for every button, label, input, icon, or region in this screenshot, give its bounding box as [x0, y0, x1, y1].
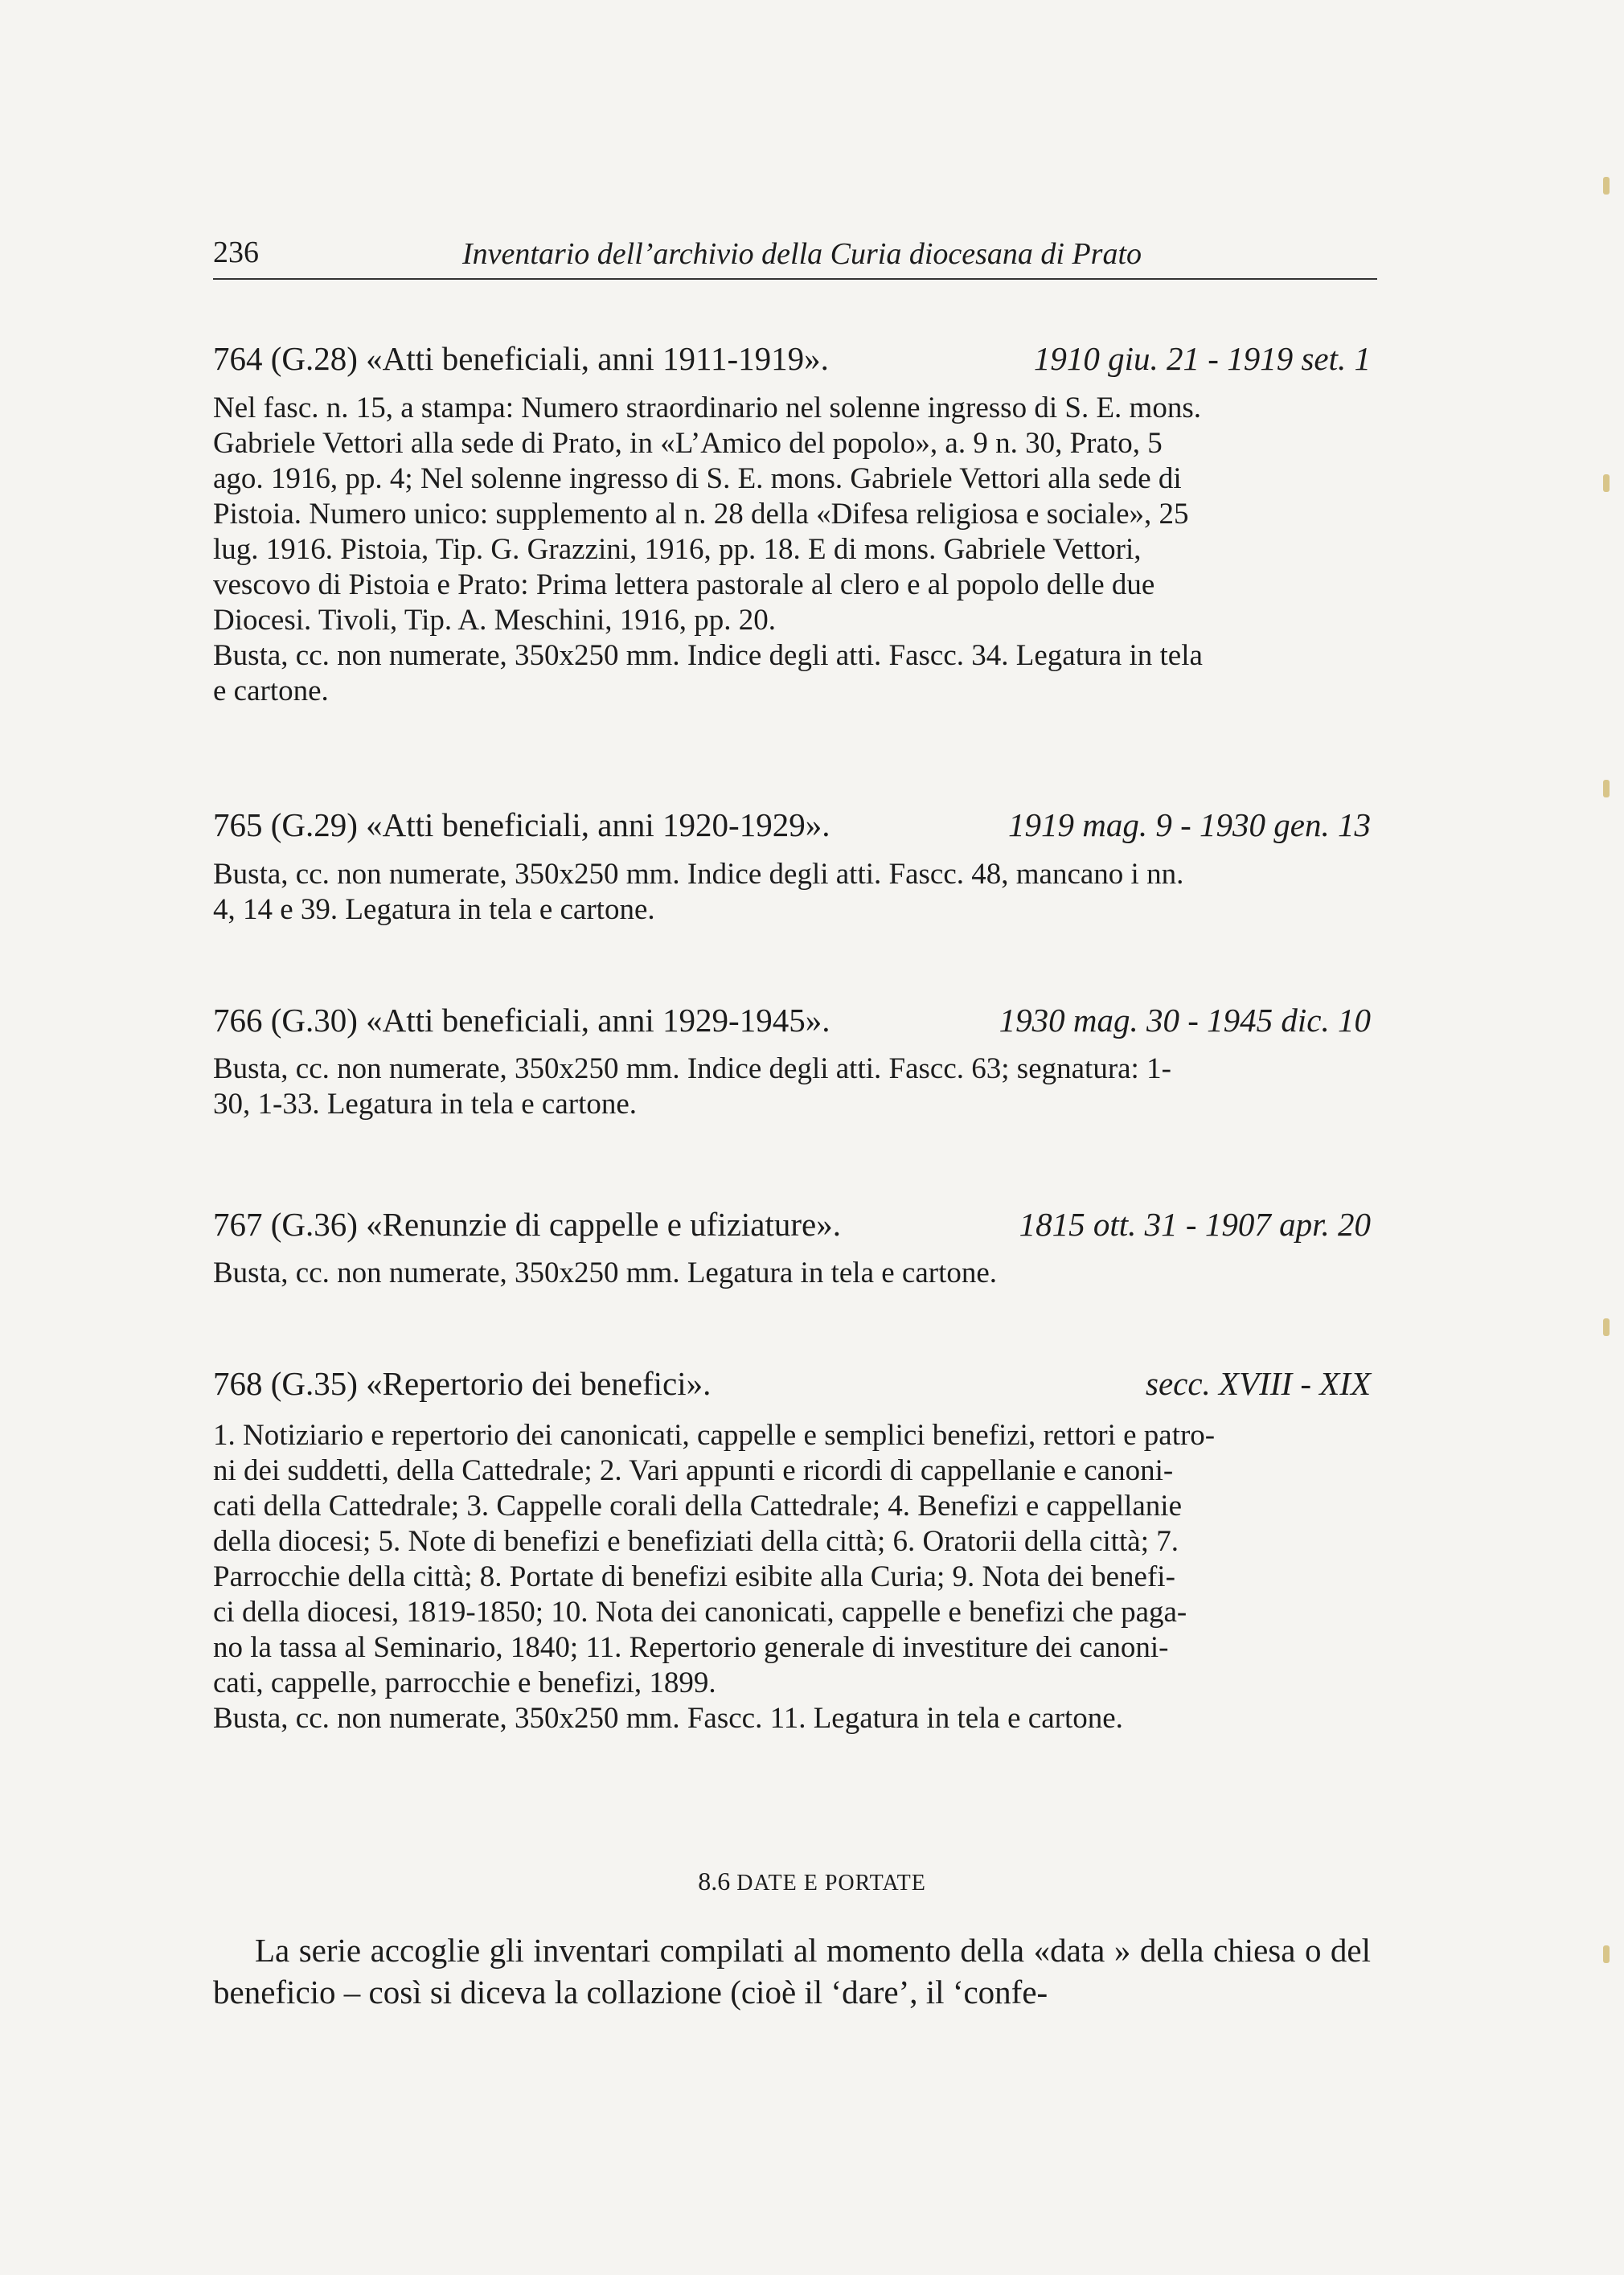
section-heading	[0, 1867, 1624, 1896]
entry-date: secc. XVIII - XIX	[1146, 1365, 1371, 1402]
text-line: ago. 1916, pp. 4; Nel solenne ingresso di S. E. mons. Gabriele Vettori alla sede di	[213, 462, 1182, 495]
text-line: Busta, cc. non numerate, 350x250 mm. Indice degli atti. Fascc. 63; segnatura: 1-	[213, 1052, 1171, 1085]
text-line: Busta, cc. non numerate, 350x250 mm. Legatura in tela e cartone.	[213, 1256, 998, 1289]
text-line: cati della Cattedrale; 3. Cappelle corali della Cattedrale; 4. Benefizi e cappellanie	[213, 1490, 1183, 1523]
entry-766-description	[213, 1051, 1371, 1122]
entry-title: 765 (G.29) «Atti beneficiali, anni 1920-1929».	[213, 806, 830, 843]
text-line: ci della diocesi, 1819-1850; 10. Nota dei canonicati, cappelle e benefizi che paga-	[213, 1596, 1187, 1629]
running-title: Inventario dell’archivio della Curia diocesana di Prato	[462, 237, 1142, 271]
entry-765-description	[213, 857, 1371, 928]
entry-767-description	[213, 1256, 1371, 1291]
text-line: 4, 14 e 39. Legatura in tela e cartone.	[213, 893, 655, 926]
entry-title: 768 (G.35) «Repertorio dei benefici».	[213, 1365, 712, 1402]
section-intro-paragraph	[213, 1929, 1371, 2013]
section-number: 8.6	[698, 1867, 731, 1896]
section-title: DATE E PORTATE	[736, 1871, 926, 1896]
text-line: e cartone.	[213, 674, 329, 707]
text-line: Parrocchie della città; 8. Portate di benefizi esibite alla Curia; 9. Nota dei benefi-	[213, 1560, 1175, 1593]
entry-date: 1930 mag. 30 - 1945 dic. 10	[999, 1002, 1371, 1039]
text-line: vescovo di Pistoia e Prato: Prima lettera pastorale al clero e al popolo delle due	[213, 568, 1155, 601]
scan-speck	[1603, 177, 1610, 195]
entry-title: 766 (G.30) «Atti beneficiali, anni 1929-1945».	[213, 1002, 830, 1039]
entry-date: 1815 ott. 31 - 1907 apr. 20	[1019, 1206, 1371, 1243]
text-line: La serie accoglie gli inventari compilati al momento della «data » della	[255, 1932, 1204, 1969]
text-line: Busta, cc. non numerate, 350x250 mm. Indice degli atti. Fascc. 48, mancano i nn.	[213, 858, 1184, 891]
entry-title: 767 (G.36) «Renunzie di cappelle e ufiziature».	[213, 1206, 841, 1243]
text-line: Busta, cc. non numerate, 350x250 mm. Fascc. 11. Legatura in tela e cartone.	[213, 1702, 1123, 1735]
text-line: chiesa o del beneficio – così si diceva la collazione (cioè il ‘dare’, il ‘confe-	[213, 1932, 1372, 2011]
text-line: lug. 1916. Pistoia, Tip. G. Grazzini, 1916, pp. 18. E di mons. Gabriele Vettori,	[213, 533, 1142, 566]
running-header	[213, 233, 1377, 280]
text-line: della diocesi; 5. Note di benefizi e benefiziati della città; 6. Oratorii della città; 7.	[213, 1525, 1179, 1558]
text-line: cati, cappelle, parrocchie e benefizi, 1899.	[213, 1666, 716, 1699]
text-line: Gabriele Vettori alla sede di Prato, in «L’Amico del popolo», a. 9 n. 30, Prato, 5	[213, 427, 1163, 460]
entry-764-description	[213, 391, 1371, 709]
page-number: 236	[213, 236, 259, 269]
scan-speck	[1603, 1945, 1610, 1963]
text-line: ni dei suddetti, della Cattedrale; 2. Vari appunti e ricordi di cappellanie e canoni-	[213, 1454, 1174, 1487]
text-line: no la tassa al Seminario, 1840; 11. Repertorio generale di investiture dei canoni-	[213, 1631, 1169, 1664]
text-line: 1. Notiziario e repertorio dei canonicati, cappelle e semplici benefizi, rettori e patro-	[213, 1419, 1216, 1452]
text-line: Pistoia. Numero unico: supplemento al n. 28 della «Difesa religiosa e sociale», 25	[213, 498, 1189, 531]
scan-speck	[1603, 780, 1610, 797]
text-line: 30, 1-33. Legatura in tela e cartone.	[213, 1088, 638, 1121]
text-line: Nel fasc. n. 15, a stampa: Numero straordinario nel solenne ingresso di S. E. mons.	[213, 391, 1201, 424]
scan-speck	[1603, 1318, 1610, 1336]
entry-title: 764 (G.28) «Atti beneficiali, anni 1911-1919».	[213, 340, 829, 377]
entry-date: 1919 mag. 9 - 1930 gen. 13	[1008, 806, 1371, 843]
text-line: Busta, cc. non numerate, 350x250 mm. Indice degli atti. Fascc. 34. Legatura in tela	[213, 639, 1203, 672]
entry-date: 1910 giu. 21 - 1919 set. 1	[1033, 340, 1371, 377]
scan-speck	[1603, 474, 1610, 492]
entry-768-description	[213, 1418, 1371, 1736]
text-line: Diocesi. Tivoli, Tip. A. Meschini, 1916, pp. 20.	[213, 604, 777, 637]
